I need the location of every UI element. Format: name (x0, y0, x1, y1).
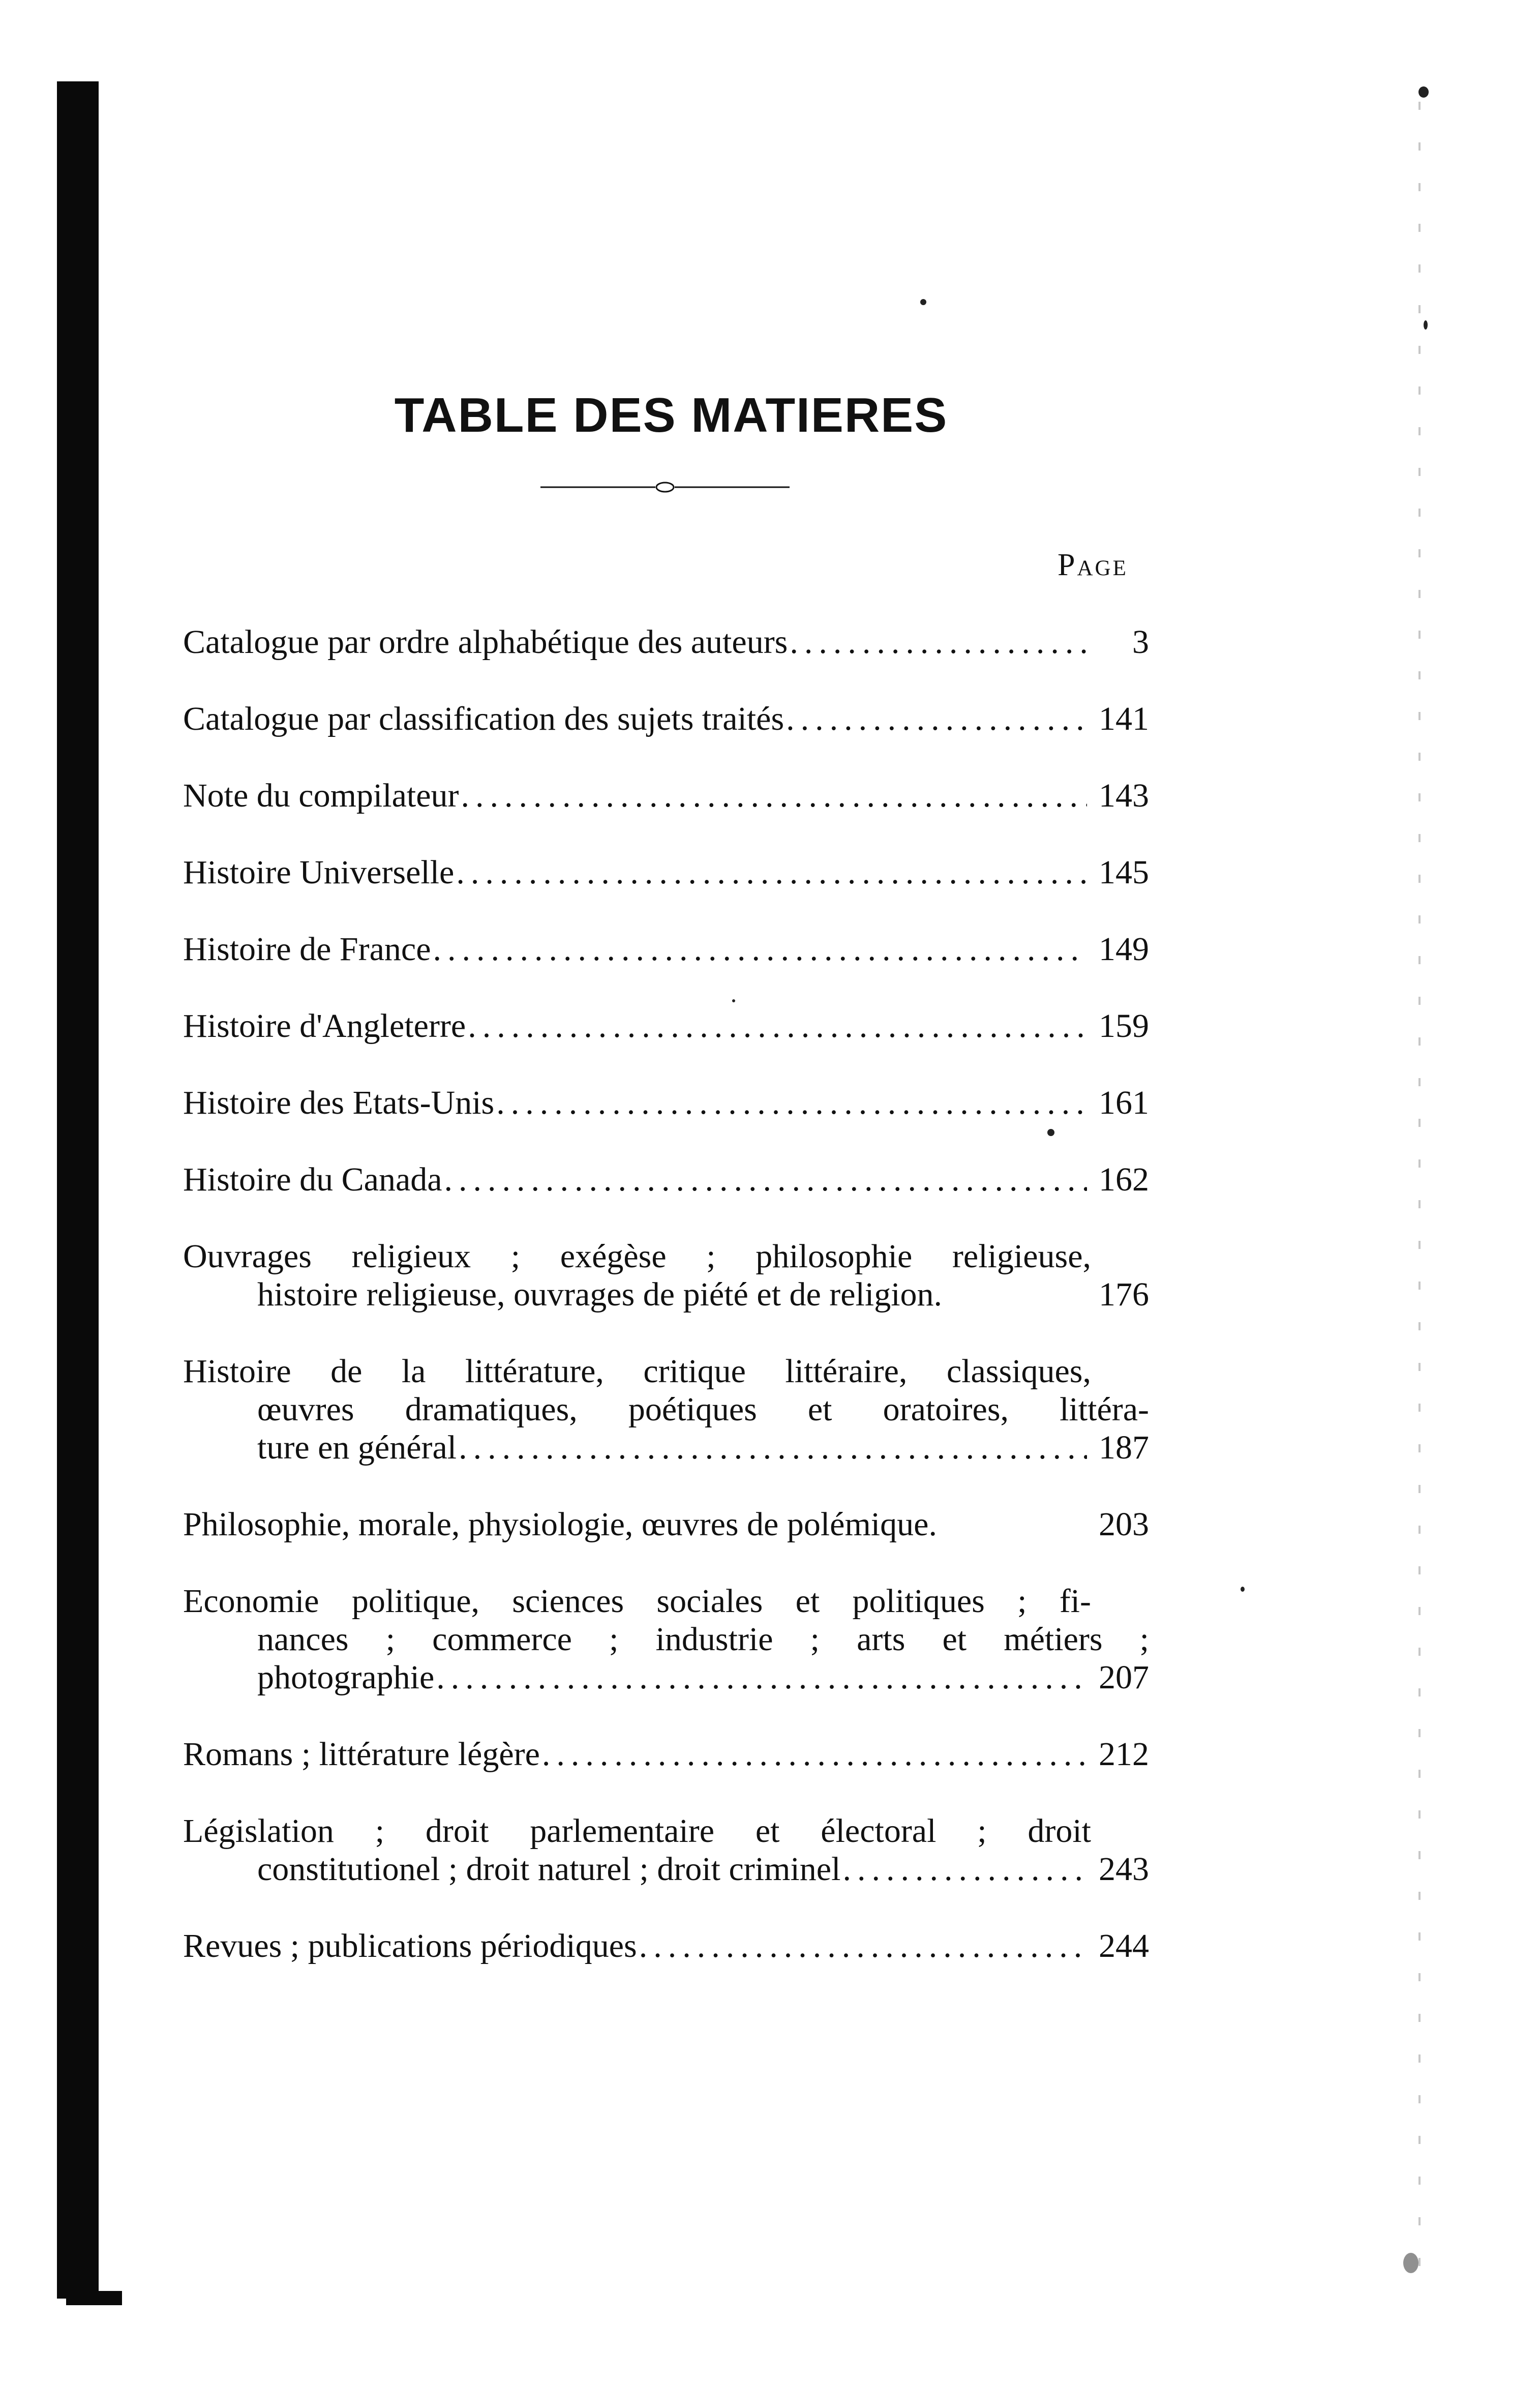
toc-entry (183, 930, 1149, 968)
dot-leader (790, 623, 1087, 661)
toc-entry-line (183, 1812, 1091, 1850)
scan-speck (1403, 2253, 1418, 2273)
toc-page-number: 145 (1099, 854, 1149, 891)
toc-entry-line (183, 1927, 1149, 1965)
toc-page-number: 162 (1099, 1161, 1149, 1198)
toc-page-number: 203 (1099, 1506, 1149, 1543)
toc-entry-line (183, 1620, 1149, 1658)
toc-entry-line (183, 1850, 1149, 1888)
toc-page-number: 212 (1099, 1736, 1149, 1773)
toc-entry-line (183, 853, 1149, 891)
toc-page-number: 207 (1099, 1659, 1149, 1696)
toc-entry (183, 853, 1149, 891)
toc-page-number: 243 (1099, 1851, 1149, 1888)
toc-page-number: 159 (1099, 1007, 1149, 1045)
scan-speck (920, 299, 926, 305)
dot-leader (786, 700, 1087, 738)
dot-leader (459, 1428, 1087, 1467)
toc-entry-line (183, 1275, 1149, 1314)
table-of-contents (183, 623, 1149, 2004)
toc-entry-line (183, 1428, 1149, 1467)
toc-entry-line (183, 1658, 1149, 1696)
toc-entry-text: Economie politique, sciences sociales et politiques ; fi- (183, 1583, 1091, 1620)
toc-entry-text: Romans ; littérature légère (183, 1736, 540, 1773)
toc-entry-line (183, 1390, 1149, 1428)
toc-entry (183, 1007, 1149, 1045)
dot-leader (639, 1927, 1087, 1965)
scan-speck (1241, 1587, 1245, 1592)
dot-leader (433, 930, 1088, 968)
toc-entry-line (183, 1007, 1149, 1045)
toc-page-number: 176 (1099, 1276, 1149, 1313)
toc-page-number: 143 (1099, 777, 1149, 814)
toc-entry-line (183, 1352, 1091, 1390)
toc-entry-text: Philosophie, morale, physiologie, œuvres de polémique. (183, 1506, 937, 1543)
title-ornament (540, 482, 790, 493)
toc-entry-text: Catalogue par classification des sujets traités (183, 700, 784, 737)
toc-entry-text: ture en général (257, 1429, 457, 1466)
toc-entry (183, 1237, 1149, 1314)
toc-page-number: 244 (1099, 1927, 1149, 1964)
page-edge-marks (1418, 102, 1421, 2288)
toc-entry-line (183, 930, 1149, 968)
page-title: TABLE DES MATIERES (394, 388, 948, 443)
toc-entry-line (183, 1735, 1149, 1773)
toc-entry (183, 1582, 1149, 1696)
toc-entry-text: Histoire des Etats-Unis (183, 1084, 495, 1121)
toc-entry (183, 1927, 1149, 1965)
toc-page-number: 141 (1099, 700, 1149, 737)
binding-shadow-foot (66, 2291, 122, 2305)
toc-page-number: 149 (1099, 931, 1149, 968)
dot-leader (456, 853, 1087, 891)
dot-leader (461, 777, 1087, 815)
toc-entry-line (183, 1582, 1091, 1620)
toc-entry-line (183, 1084, 1149, 1122)
dot-leader (444, 1160, 1087, 1199)
dot-leader (468, 1007, 1087, 1045)
toc-entry (183, 1352, 1149, 1467)
scan-speck (1424, 320, 1428, 330)
toc-entry-text: Catalogue par ordre alphabétique des auteurs (183, 623, 788, 661)
toc-entry-text: constitutionel ; droit naturel ; droit criminel (257, 1851, 841, 1888)
dot-leader (496, 1084, 1087, 1122)
toc-entry (183, 623, 1149, 661)
toc-entry-text: Histoire du Canada (183, 1161, 442, 1198)
toc-entry-text: Ouvrages religieux ; exégèse ; philosophie religieuse, (183, 1238, 1091, 1275)
toc-entry-line (183, 777, 1149, 815)
toc-entry (183, 1735, 1149, 1773)
dot-leader (842, 1850, 1087, 1888)
toc-entry-text: Histoire d'Angleterre (183, 1007, 466, 1045)
toc-entry (183, 1505, 1149, 1543)
toc-page-number: 187 (1099, 1429, 1149, 1466)
toc-entry (183, 777, 1149, 815)
toc-entry-line (183, 1160, 1149, 1199)
toc-entry-text: Législation ; droit parlementaire et électoral ; droit (183, 1812, 1091, 1850)
toc-entry-line (183, 623, 1149, 661)
toc-entry (183, 700, 1149, 738)
toc-page-number: 3 (1132, 623, 1149, 661)
toc-entry (183, 1160, 1149, 1199)
toc-entry-text: Histoire de la littérature, critique littéraire, classiques, (183, 1353, 1091, 1390)
toc-entry-text: Revues ; publications périodiques (183, 1927, 637, 1964)
toc-entry-text: Note du compilateur (183, 777, 459, 814)
toc-entry-line (183, 1505, 1149, 1543)
dot-leader (542, 1735, 1087, 1773)
toc-entry (183, 1084, 1149, 1122)
scan-speck (1418, 86, 1429, 98)
toc-entry-text: histoire religieuse, ouvrages de piété et de religion. (257, 1276, 943, 1313)
toc-entry-text: Histoire Universelle (183, 854, 455, 891)
dot-leader (436, 1658, 1087, 1696)
toc-page-number: 161 (1099, 1084, 1149, 1121)
toc-entry-text: œuvres dramatiques, poétiques et oratoires, littéra- (257, 1391, 1149, 1428)
toc-entry (183, 1812, 1149, 1888)
toc-entry-text: photographie (257, 1659, 435, 1696)
page-column-header: Page (1058, 548, 1128, 582)
toc-entry-text: Histoire de France (183, 931, 431, 968)
toc-entry-line (183, 1237, 1091, 1275)
toc-entry-line (183, 700, 1149, 738)
toc-entry-text: nances ; commerce ; industrie ; arts et métiers ; (257, 1621, 1149, 1658)
